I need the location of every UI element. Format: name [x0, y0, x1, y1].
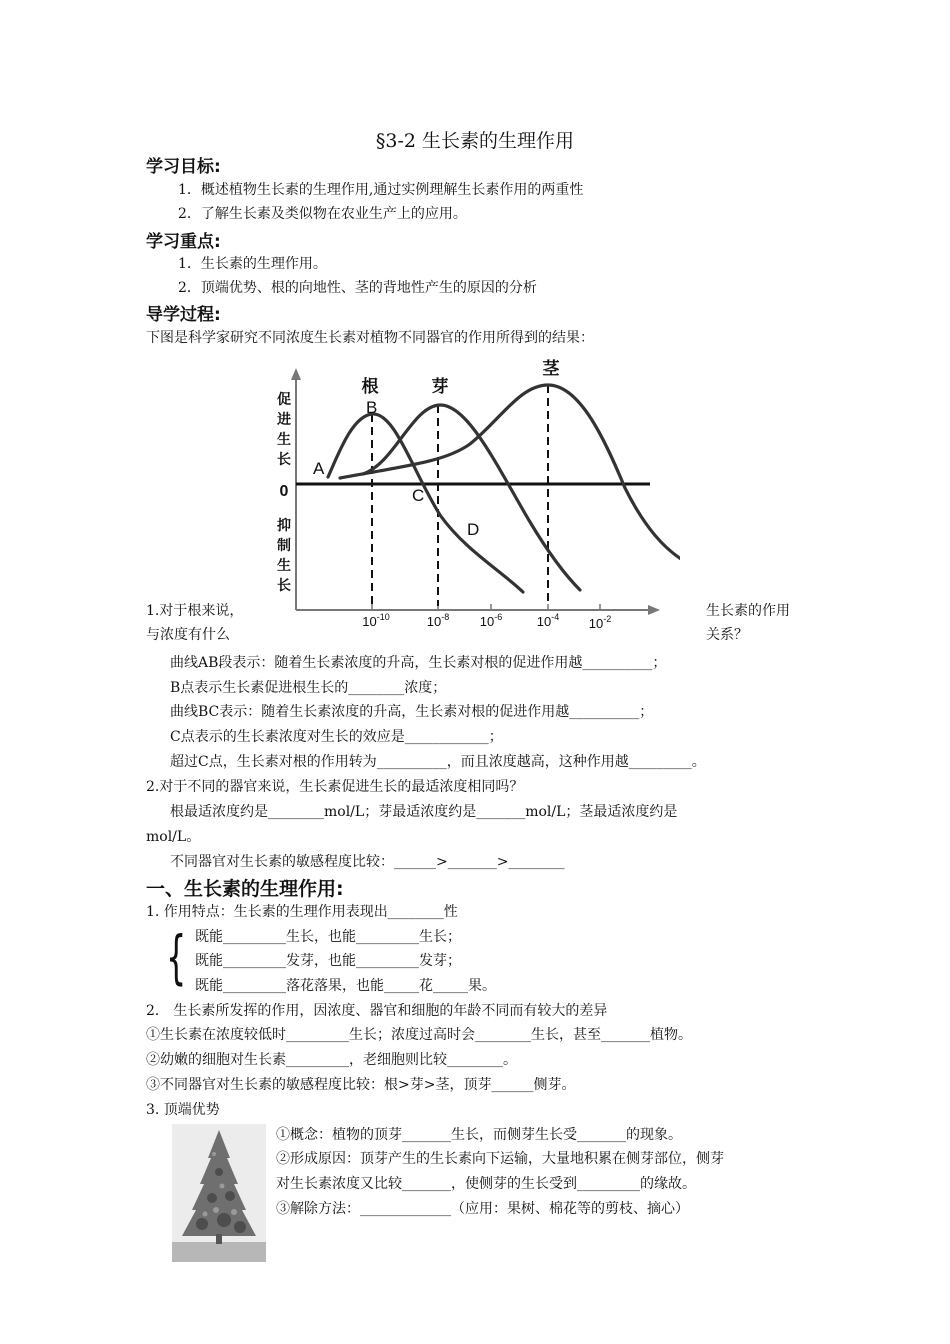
- q2-line: mol/L。: [146, 829, 201, 845]
- x-axis-arrow: [648, 605, 660, 615]
- process-intro: 下图是科学家研究不同浓度生长素对植物不同器官的作用所得到的结果：: [146, 330, 594, 346]
- goals-heading: 学习目标:: [146, 157, 221, 177]
- point-label-a: A: [313, 459, 325, 478]
- x-tick-label: $10^{-8}$: [426, 612, 450, 629]
- q1-line: C点表示的生长素浓度对生长的效应是____________；: [170, 729, 503, 745]
- left-brace: {: [166, 923, 187, 991]
- apex-line: 对生长素浓度又比较_______，使侧芽的生长受到_________的缘故。: [276, 1176, 696, 1192]
- ylabel-char: 抑制生长: [277, 517, 291, 593]
- q1-left-b: 与浓度有什么: [146, 627, 230, 643]
- q2-line: 不同器官对生长素的敏感程度比较：______>_______>________: [170, 854, 565, 870]
- x-tick-label: $10^{-6}$: [479, 612, 503, 629]
- apex-line: ②形成原因：顶芽产生的生长素向下运输，大量地积累在侧芽部位，侧芽: [276, 1151, 724, 1167]
- q2-line: 根最适浓度约是________mol/L；芽最适浓度约是_______mol/L；茎最适浓度约是: [170, 804, 678, 820]
- q1-line: 曲线AB段表示：随着生长素浓度的升高，生长素对根的促进作用越__________；: [170, 655, 667, 671]
- section1-p1: 1. 作用特点：生长素的生理作用表现出________性: [146, 904, 458, 920]
- apex-line: ①概念：植物的顶芽_______生长，而侧芽生长受_______的现象。: [276, 1127, 682, 1143]
- focus-item: 2．顶端优势、根的向地性、茎的背地性产生的原因的分析: [178, 280, 537, 296]
- tree-photo: [172, 1124, 266, 1262]
- x-tick-label: $10^{-10}$: [362, 612, 390, 629]
- series-label-stem: 茎: [542, 359, 560, 378]
- auxin-chart: [260, 358, 680, 638]
- series-label-root: 根: [361, 377, 379, 396]
- goal-item: 1．概述植物生长素的生理作用,通过实例理解生长素作用的两重性: [178, 182, 584, 198]
- series-label-bud: 芽: [431, 377, 449, 396]
- q1-right-a: 生长素的作用: [706, 603, 790, 619]
- brace-line: 既能_________落花落果，也能_____花_____果。: [195, 978, 496, 994]
- focus-heading: 学习重点:: [146, 232, 221, 252]
- q1-line: B点表示生长素促进根生长的________浓度；: [170, 680, 447, 696]
- ylabel-char: 促进生长: [277, 391, 291, 467]
- focus-item: 1．生长素的生理作用。: [178, 256, 327, 272]
- brace-line: 既能_________发芽，也能_________发芽；: [195, 953, 461, 969]
- goal-item: 2．了解生长素及类似物在农业生产上的应用。: [178, 206, 467, 222]
- page-title: §3-2 生长素的生理作用: [375, 130, 575, 152]
- point-label-b: B: [366, 398, 378, 417]
- zero-label: 0: [279, 483, 289, 500]
- q1-right-b: 关系？: [706, 627, 748, 643]
- stem-curve: [340, 385, 680, 562]
- point-label-c: C: [412, 486, 425, 505]
- section1-p4: ②幼嫩的细胞对生长素_________，老细胞则比较________。: [146, 1052, 517, 1068]
- q1-line: 曲线BC表示：随着生长素浓度的升高，生长素对根的促进作用越__________；: [170, 704, 654, 720]
- q1-line: 超过C点，生长素对根的作用转为__________，而且浓度越高，这种作用越_________。: [170, 754, 706, 770]
- point-label-d: D: [467, 520, 480, 539]
- section1-heading: 一、生长素的生理作用:: [146, 878, 344, 900]
- x-tick-label: $10^{-2}$: [588, 614, 612, 631]
- section1-p3: ①生长素在浓度较低时_________生长；浓度过高时会________生长，甚至_______植物。: [146, 1027, 692, 1043]
- q1-left-a: 1.对于根来说，: [146, 603, 244, 619]
- process-heading: 导学过程:: [146, 305, 221, 325]
- y-axis-arrow: [291, 368, 301, 380]
- section1-p6: 3. 顶端优势: [146, 1102, 220, 1118]
- root-curve: [328, 414, 523, 592]
- section1-p2: 2． 生长素所发挥的作用，因浓度、器官和细胞的年龄不同而有较大的差异: [146, 1003, 608, 1019]
- brace-line: 既能_________生长，也能_________生长；: [195, 929, 461, 945]
- section1-p5: ③不同器官对生长素的敏感程度比较：根>芽>茎，顶芽______侧芽。: [146, 1077, 576, 1093]
- apex-line: ③解除方法：_____________（应用：果树、棉花等的剪枝、摘心）: [276, 1201, 689, 1217]
- q2-line: 2.对于不同的器官来说，生长素促进生长的最适浓度相同吗？: [146, 779, 524, 795]
- x-tick-label: $10^{-4}$: [536, 612, 560, 629]
